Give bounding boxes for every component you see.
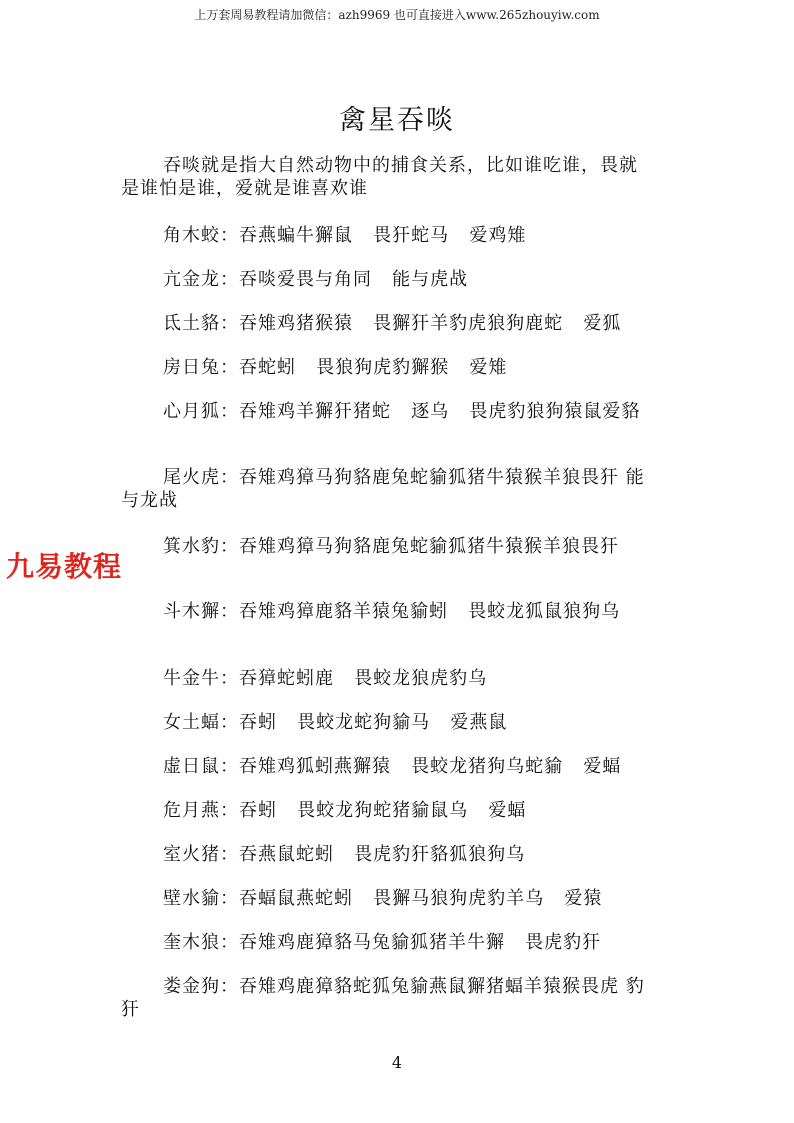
intro-text: 吞啖就是指大自然动物中的捕食关系，比如谁吃谁，畏就 是谁怕是谁，爱就是谁喜欢谁 [121,155,638,199]
entry-wei-huo-hu: 尾火虎：吞雉鸡獐马狗貉鹿兔蛇貐狐猪牛猿猴羊狼畏犴 能与龙战 [121,467,645,511]
entry-fang-ri-tu: 房日兔：吞蛇蚓 畏狼狗虎豹獬猴 爱雉 [163,357,508,378]
intro-paragraph [121,154,661,200]
page-header-note: 上万套周易教程请加微信：azh9969 也可直接进入www.265zhouyiw.com [194,8,600,22]
entry-shi-huo-zhu: 室火猪：吞燕鼠蛇蚓 畏虎豹犴貉狐狼狗乌 [163,844,526,865]
entry-di-tu-he: 氐土貉：吞雉鸡猪猴猿 畏獬犴羊豹虎狼狗鹿蛇 爱狐 [163,313,622,334]
entry-bi-shui-yu: 壁水貐：吞蝠鼠燕蛇蚓 畏獬马狼狗虎豹羊乌 爱猿 [163,888,603,909]
watermark-logo: 九易教程 [6,550,123,583]
entry-wei-yue-yan: 危月燕：吞蚓 畏蛟龙狗蛇猪貐鼠乌 爱蝠 [163,800,527,821]
entry-kang-jin-long: 亢金龙：吞啖爱畏与角同 能与虎战 [163,269,469,290]
entry-ji-shui-bao: 箕水豹：吞雉鸡獐马狗貉鹿兔蛇貐狐猪牛猿猴羊狼畏犴 [163,536,619,557]
page-number: 4 [391,1053,403,1072]
entry-nv-tu-fu: 女土蝠：吞蚓 畏蛟龙蛇狗貐马 爱燕鼠 [163,712,508,733]
entry-kui-mu-lang: 奎木狼：吞雉鸡鹿獐貉马兔貐狐猪羊牛獬 畏虎豹犴 [163,932,602,953]
entry-dou-mu-xie: 斗木獬：吞雉鸡獐鹿貉羊猿兔貐蚓 畏蛟龙狐鼠狼狗乌 [163,601,621,622]
entry-xu-ri-shu: 虚日鼠：吞雉鸡狐蚓燕獬猿 畏蛟龙猪狗乌蛇貐 爱蝠 [163,756,622,777]
entry-niu-jin-niu: 牛金牛：吞獐蛇蚓鹿 畏蛟龙狼虎豹乌 [163,668,488,689]
entry-xin-yue-hu: 心月狐：吞雉鸡羊獬犴猪蛇 逐乌 畏虎豹狼狗猿鼠爱貉 [163,401,641,422]
entry-lou-jin-gou: 娄金狗：吞雉鸡鹿獐貉蛇狐兔貐燕鼠獬猪蝠羊猿猴畏虎 豹犴 [121,976,645,1020]
entry-jiao-mu-jiao: 角木蛟：吞燕蝙牛獬鼠 畏犴蛇马 爱鸡雉 [163,225,527,246]
page-title: 禽星吞啖 [339,105,455,136]
